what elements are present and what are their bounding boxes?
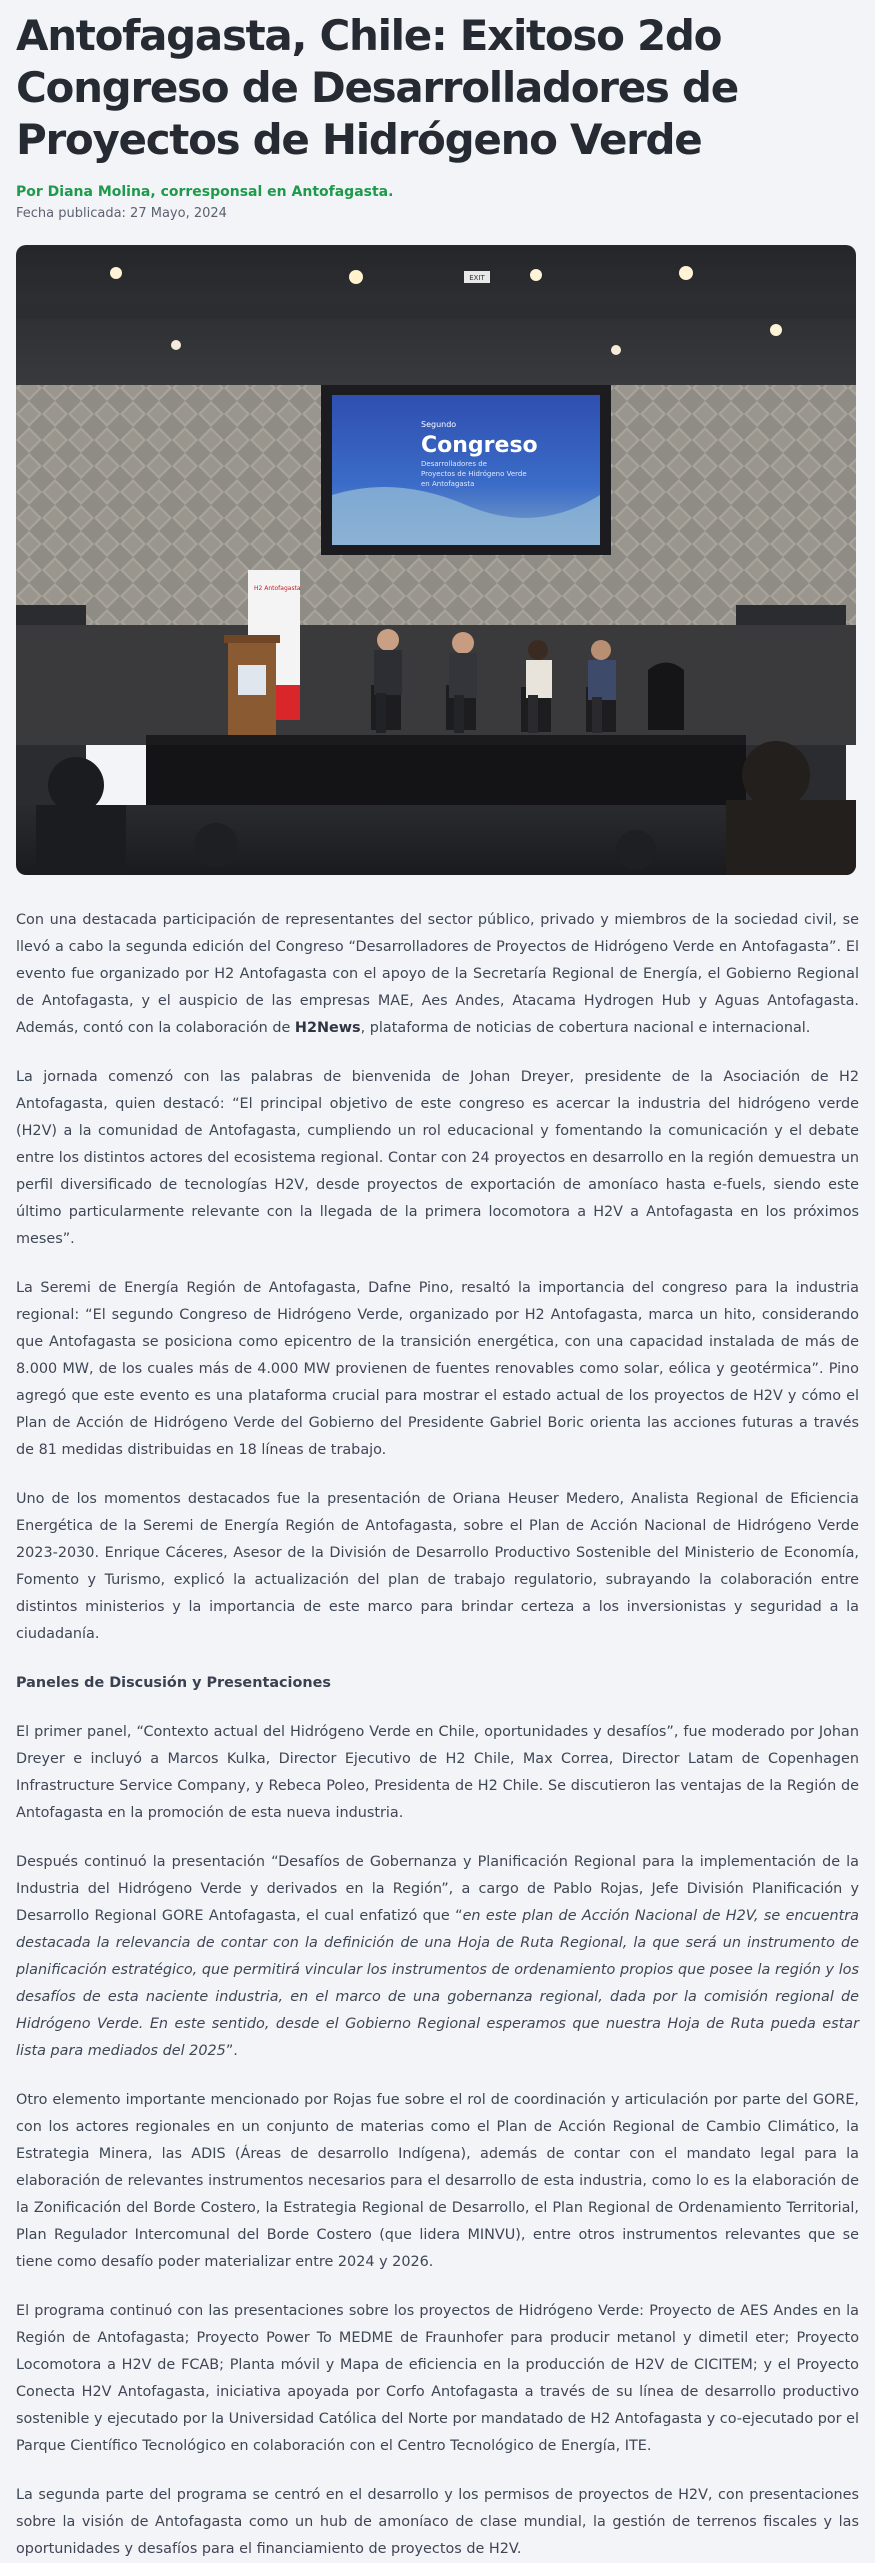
paragraph-second-part: La segunda parte del programa se centró en el desarrollo y los permisos de proyectos de H2V, con presentaciones sobre la visión de Antofagasta como un hub de amoníaco de clase mundial, la gestión de terrenos fiscales y las oportunidades y desafíos para el financiamiento de proyectos de H2V. xyxy=(16,2487,859,2558)
svg-text:Desarrolladores de: Desarrolladores de xyxy=(421,460,487,469)
paragraph-intro: Con una destacada participación de representantes del sector público, privado y miembros de la sociedad civil, se llevó a cabo la segunda edición del Congreso “Desarrolladores de Proyectos de Hidrógeno Verde en Antofagasta”. El evento fue organizado por H2 Antofagasta con el apoyo de la Secretaría Regional de Energía, el Gobierno Regional de Antofagasta, y el auspicio de las empresas MAE, Aes Andes, Atacama Hydrogen Hub y Aguas Antofagasta. Además, contó con la colaboración de H2News, plataforma de noticias de cobertura nacional e internacional. xyxy=(16,912,859,1037)
article-title: Antofagasta, Chile: Exitoso 2do Congreso de Desarrolladores de Proyectos de Hidrógeno Verde xyxy=(16,11,738,165)
paragraph-plan-nacional: Uno de los momentos destacados fue la presentación de Oriana Heuser Medero, Analista Regional de Eficiencia Energética de la Seremi de Energía Región de Antofagasta, sobre el Plan de Acción Nacional de Hidrógeno Verde 2023-2030. Enrique Cáceres, Asesor de la División de Desarrollo Productivo Sostenible del Ministerio de Economía, Fomento y Turismo, explicó la actualización del plan de trabajo regulatorio, subrayando la colaboración entre distintos ministerios y la importancia de este marco para brindar certeza a los inversionistas y seguridad a la ciudadanía. xyxy=(16,1491,859,1643)
svg-text:EXIT: EXIT xyxy=(469,274,485,283)
svg-text:Proyectos de Hidrógeno Verde: Proyectos de Hidrógeno Verde xyxy=(421,470,527,479)
svg-text:Segundo: Segundo xyxy=(421,420,457,430)
congress-stage-photo xyxy=(16,245,856,875)
section-heading: Paneles de Discusión y Presentaciones xyxy=(16,1675,331,1692)
h2news-link[interactable]: H2News xyxy=(294,1020,361,1037)
rojas-quote: en este plan de Acción Nacional de H2V, se encuentra destacada la relevancia de contar con la definición de una Hoja de Ruta Regional, la que será un instrumento de planificación estratégico, que permitirá vincular los instrumentos de ordenamiento propios que posee la región y los desafíos de esta naciente industria, en el marco de una gobernanza regional, dada por la comisión regional de Hidrógeno Verde. En este sentido, desde el Gobierno Regional esperamos que nuestra Hoja de Ruta pueda estar lista para mediados del 2025 xyxy=(16,1908,859,2060)
svg-text:en Antofagasta: en Antofagasta xyxy=(421,480,475,489)
paragraph-dreyer-quote: La jornada comenzó con las palabras de bienvenida de Johan Dreyer, presidente de la Asociación de H2 Antofagasta, quien destacó: “El principal objetivo de este congreso es acercar la industria del hidrógeno verde (H2V) a la comunidad de Antofagasta, cumpliendo un rol educacional y fomentando la comunicación y el debate entre los distintos actores del ecosistema regional. Contar con 24 proyectos en desarrollo en la región demuestra un perfil diversificado de tecnologías H2V, desde proyectos de exportación de amoníaco hasta e-fuels, siendo este último particularmente relevante con la llegada de la primera locomotora a H2V a Antofagasta en los próximos meses”. xyxy=(16,1069,859,1248)
hero-photo xyxy=(16,245,856,875)
paragraph-project-presentations: El programa continuó con las presentaciones sobre los proyectos de Hidrógeno Verde: Proyecto de AES Andes en la Región de Antofagasta; Proyecto Power To MEDME de Fraunhofer para producir metanol y dimetil eter; Proyecto Locomotora a H2V de FCAB; Planta móvil y Mapa de eficiencia en la producción de H2V de CICITEM; y el Proyecto Conecta H2V Antofagasta, iniciativa apoyada por Corfo Antofagasta a través de su línea de desarrollo productivo sostenible y ejecutado por la Universidad Católica del Norte por mandatado de H2 Antofagasta y co-ejecutado por el Parque Científico Tecnológico en colaboración con el Centro Tecnológico de Energía, ITE. xyxy=(16,2303,859,2455)
svg-text:Congreso: Congreso xyxy=(421,433,538,459)
paragraph-gobernanza: Después continuó la presentación “Desafíos de Gobernanza y Planificación Regional para la implementación de la Industria del Hidrógeno Verde y derivados en la Región”, a cargo de Pablo Rojas, Jefe División Planificación y Desarrollo Regional GORE Antofagasta, el cual enfatizó que “en este plan de Acción Nacional de H2V, se encuentra destacada la relevancia de contar con la definición de una Hoja de Ruta Regional, la que será un instrumento de planificación estratégico, que permitirá vincular los instrumentos de ordenamiento propios que posee la región y los desafíos de esta naciente industria, en el marco de una gobernanza regional, dada por la comisión regional de Hidrógeno Verde. En este sentido, desde el Gobierno Regional esperamos que nuestra Hoja de Ruta pueda estar lista para mediados del 2025”. xyxy=(16,1854,859,2060)
paragraph-seremi-quote: La Seremi de Energía Región de Antofagasta, Dafne Pino, resaltó la importancia del congreso para la industria regional: “El segundo Congreso de Hidrógeno Verde, organizado por H2 Antofagasta, marca un hito, considerando que Antofagasta se posiciona como epicentro de la transición energética, con una capacidad instalada de más de 8.000 MW, de los cuales más de 4.000 MW provienen de fuentes renovables como solar, eólica y geotérmica”. Pino agregó que este evento es una plataforma crucial para mostrar el estado actual de los proyectos de H2V y cómo el Plan de Acción de Hidrógeno Verde del Gobierno del Presidente Gabriel Boric orienta las acciones futuras a través de 81 medidas distribuidas en 18 líneas de trabajo. xyxy=(16,1280,859,1459)
paragraph-gore-role: Otro elemento importante mencionado por Rojas fue sobre el rol de coordinación y articulación por parte del GORE, con los actores regionales en un conjunto de materias como el Plan de Acción Regional de Cambio Climático, la Estrategia Minera, las ADIS (Áreas de desarrollo Indígena), además de contar con el mandato legal para la elaboración de relevantes instrumentos necesarios para el desarrollo de esta industria, como lo es la elaboración de la Zonificación del Borde Costero, la Estrategia Regional de Desarrollo, el Plan Regional de Ordenamiento Territorial, Plan Regulador Intercomunal del Borde Costero (que lidera MINVU), entre otros instrumentos relevantes que se tiene como desafío poder materializar entre 2024 y 2026. xyxy=(16,2092,859,2271)
paragraph-first-panel: El primer panel, “Contexto actual del Hidrógeno Verde en Chile, oportunidades y desafíos”, fue moderado por Johan Dreyer e incluyó a Marcos Kulka, Director Ejecutivo de H2 Chile, Max Correa, Director Latam de Copenhagen Infrastructure Service Company, y Rebeca Poleo, Presidenta de H2 Chile. Se discutieron las ventajas de la Región de Antofagasta en la promoción de esta nueva industria. xyxy=(16,1724,859,1822)
svg-text:H2 Antofagasta: H2 Antofagasta xyxy=(254,585,301,593)
author-byline[interactable]: Por Diana Molina, corresponsal en Antofagasta. xyxy=(16,184,394,201)
publish-date: Fecha publicada: 27 Mayo, 2024 xyxy=(16,206,227,222)
